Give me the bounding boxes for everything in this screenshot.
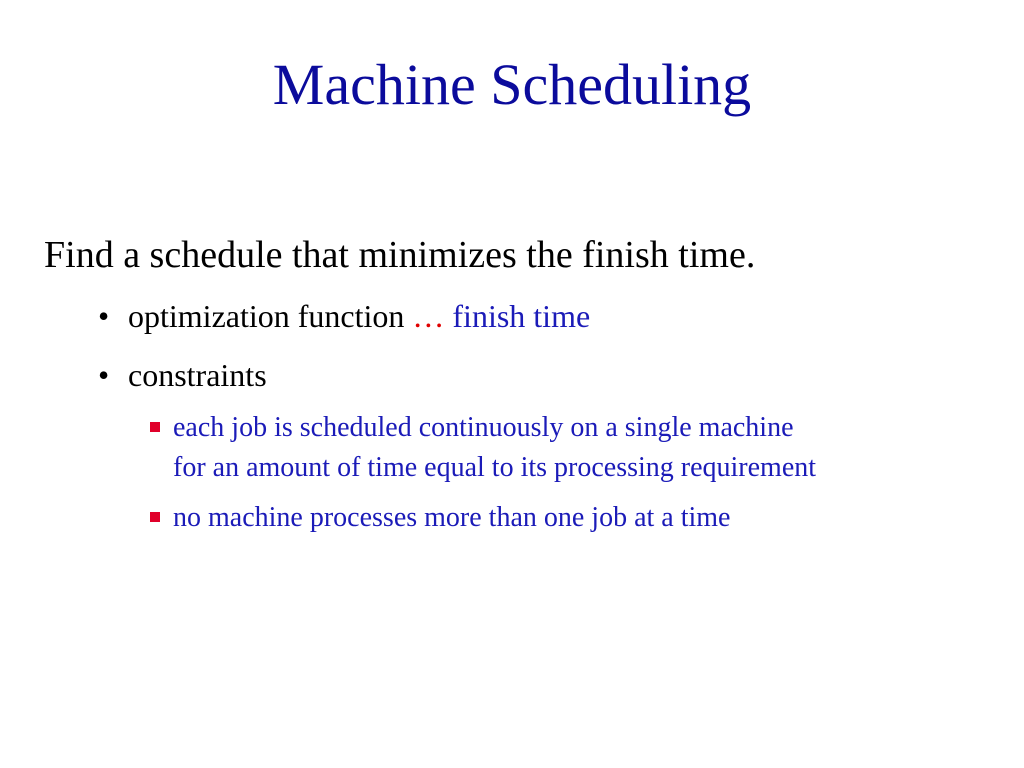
square-bullet-icon: [150, 422, 160, 432]
bullet-text: constraints: [128, 357, 267, 393]
bullet-dot-icon: •: [98, 298, 110, 334]
bullet-text: optimization function: [128, 298, 405, 334]
constraint-line: each job is scheduled continuously on a single machine: [173, 412, 794, 443]
constraint-text: [173, 498, 973, 538]
bullet-separator: …: [412, 298, 445, 334]
slide-title: Machine Scheduling: [272, 52, 752, 117]
constraint-line: no machine processes more than one job at a time: [173, 502, 731, 533]
lead-statement: Find a schedule that minimizes the finish time.: [44, 234, 756, 276]
bullet-value: finish time: [452, 298, 591, 334]
bullet-optimization-function: [98, 297, 590, 335]
constraint-line: for an amount of time equal to its processing requirement: [173, 452, 817, 483]
constraint-text: [173, 408, 973, 488]
square-bullet-icon: [150, 512, 160, 522]
bullet-dot-icon: •: [98, 357, 110, 393]
bullet-constraints: [98, 356, 267, 394]
